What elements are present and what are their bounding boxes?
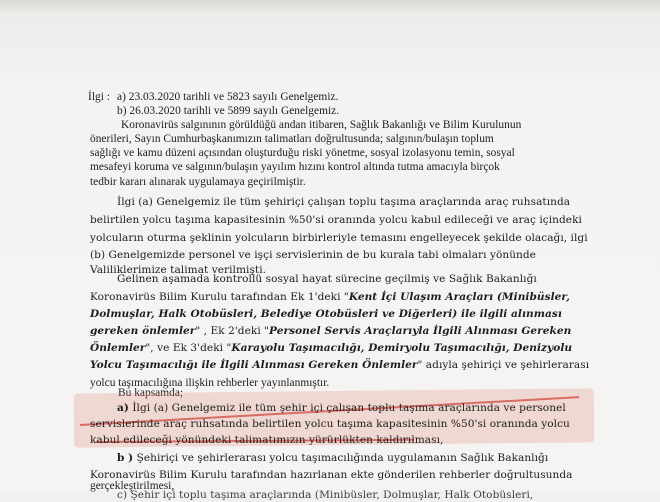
para3-line1: Gelinen aşamada kontrollü sosyal hayat sürecine geçilmiş ve Sağlık Bakanlığı <box>117 273 537 285</box>
annex1-title-part3: gereken önlemler <box>90 325 196 337</box>
para3-line6 <box>90 359 589 372</box>
item-b-line3: gerçekleştirilmesi, <box>90 480 175 492</box>
para1-line5: tedbir kararı alınarak uygulamaya geçirilmiştir. <box>90 176 306 188</box>
item-a-text: İlgi (a) Genelgemiz ile tüm şehir içi çalışan toplu taşıma araçlarında ve personel <box>128 402 566 414</box>
para2-line4: (b) Genelgemizde personel ve işçi servislerinin de bu kurala tabi olmaları yönünde <box>90 249 536 261</box>
item-a-line3: kabul edileceği yönündeki talimatımızın yürürlükten kaldırılması, <box>90 434 444 446</box>
scope-heading: Bu kapsamda; <box>118 387 184 399</box>
para3-text: " adıyla şehiriçi ve şehirlerarası <box>417 359 590 371</box>
annex3-title-part2: Yolcu Taşımacılığı ile İlgili Alınması Gereken Önlemler <box>90 359 418 371</box>
para1-line3: sağlığı ve kamu düzeni açısından oluşturduğu riski yönetme, sosyal izolasyonu temin, sosyal <box>90 147 515 159</box>
para2-line1: İlgi (a) Genelgemiz ile tüm şehiriçi çalışan toplu taşıma araçlarında araç ruhsatında <box>117 196 571 208</box>
item-b-line2: Koronavirüs Bilim Kurulu tarafından hazırlanan ekte gönderilen rehberler doğrultusunda <box>90 469 573 481</box>
para1-line2: önerileri, Sayın Cumhurbaşkanımızın talimatları doğrultusunda; salgının/bulaşın toplum <box>90 133 494 145</box>
annex2-title-part1: Personel Servis Araçlarıyla İlgili Alınması Gereken <box>269 325 572 337</box>
item-c-cut-line: c) Şehir içi toplu taşıma araçlarında (Minibüsler, Dolmuşlar, Halk Otobüsleri, <box>117 489 534 501</box>
reference-b: b) 26.03.2020 tarihli ve 5899 sayılı Genelgemiz. <box>117 105 340 117</box>
item-a-line1 <box>117 402 566 415</box>
annex1-title-part2: Dolmuşlar, Halk Otobüsleri, Belediye Otobüsleri ve Diğerleri) ile ilgili alınması <box>90 308 562 320</box>
para3-line7: yolcu taşımacılığına ilişkin rehberler yayınlanmıştır. <box>90 377 330 389</box>
para3-line4 <box>90 325 571 338</box>
para1-line1: Koronavirüs salgınının görüldüğü andan itibaren, Sağlık Bakanlığı ve Bilim Kurulunun <box>121 119 522 131</box>
para3-text: Koronavirüs Bilim Kurulu tarafından Ek 1'deki " <box>90 291 349 303</box>
scan-top-shadow <box>0 0 660 14</box>
para2-line3: yolcuların oturma şeklinin yolcuların birbirleriyle temasını engelleyecek şekilde olacağı, ilgi <box>90 232 588 244</box>
para3-line5 <box>90 342 572 355</box>
reference-a: a) 23.03.2020 tarihli ve 5823 sayılı Genelgemiz. <box>117 91 339 103</box>
para2-line5: Valiliklerimize talimat verilmişti. <box>90 264 267 276</box>
annex2-title-part2: Önlemler <box>90 342 146 354</box>
item-b-marker: b ) <box>117 452 134 464</box>
item-b-text: Şehiriçi ve şehirlerarası yolcu taşımacılığında uygulamanın Sağlık Bakanlığı <box>133 452 549 464</box>
para3-line2 <box>90 291 570 304</box>
para3-text: ", ve Ek 3'deki " <box>145 342 232 354</box>
item-b-line1 <box>117 452 548 465</box>
item-a-marker: a) <box>117 402 129 414</box>
annex1-title-part1: Kent İçi Ulaşım Araçları (Minibüsler, <box>348 291 570 303</box>
para2-line2: belirtilen yolcu taşıma kapasitesinin %50'si oranında yolcu kabul edileceği ve araç içindeki <box>90 214 582 226</box>
item-a-line2: servislerinde araç ruhsatında belirtilen yolcu taşıma kapasitesinin %50'si oranında yolcu <box>90 418 570 430</box>
para3-text: " , Ek 2'deki " <box>195 325 270 337</box>
reference-label: İlgi : <box>88 91 110 103</box>
para1-line4: mesafeyi koruma ve salgının/bulaşın yayılım hızını kontrol altında tutma amacıyla birçok <box>90 161 500 173</box>
annex3-title-part1: Karayolu Taşımacılığı, Demiryolu Taşımacılığı, Denizyolu <box>231 342 573 354</box>
